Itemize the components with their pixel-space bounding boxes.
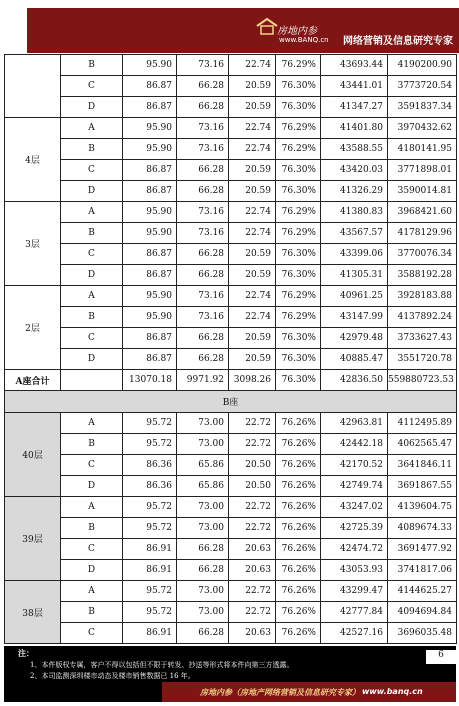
total-row [5, 370, 457, 391]
sales-table-body [5, 55, 457, 644]
unit-cell: A [61, 202, 123, 223]
total-cell: 3733627.43 [388, 328, 457, 349]
total-cell: 4094694.84 [388, 602, 457, 623]
c3-cell: 22.74 [229, 118, 276, 139]
price-cell: 42749.74 [321, 476, 388, 497]
c1-cell: 95.90 [123, 202, 177, 223]
c2-cell: 73.00 [177, 497, 229, 518]
c3-cell: 20.63 [229, 560, 276, 581]
header-banner [27, 8, 459, 53]
table-row [5, 560, 457, 581]
floor-label: 3层 [5, 202, 61, 286]
c3-cell: 22.74 [229, 55, 276, 76]
c1-cell: 95.72 [123, 497, 177, 518]
price-cell: 43588.55 [321, 139, 388, 160]
c3-cell: 20.59 [229, 97, 276, 118]
sales-table-container [4, 54, 456, 644]
c2-cell: 73.00 [177, 602, 229, 623]
total-cell: 3691477.92 [388, 539, 457, 560]
c1-cell: 95.72 [123, 581, 177, 602]
price-cell: 43053.93 [321, 560, 388, 581]
price-cell: 41347.27 [321, 97, 388, 118]
c2-cell: 73.16 [177, 286, 229, 307]
ratio-cell: 76.26% [276, 476, 321, 497]
page-number: 6 [426, 650, 456, 664]
table-row [5, 455, 457, 476]
table-row [5, 286, 457, 307]
table-row [5, 160, 457, 181]
c1-cell: 95.72 [123, 518, 177, 539]
c3-cell: 20.59 [229, 349, 276, 370]
table-row [5, 244, 457, 265]
price-cell: 41326.29 [321, 181, 388, 202]
total-cell: 3770076.34 [388, 244, 457, 265]
c2-cell: 73.16 [177, 118, 229, 139]
price-cell: 42777.84 [321, 602, 388, 623]
c3-cell: 20.59 [229, 181, 276, 202]
table-row [5, 497, 457, 518]
c2-cell: 73.16 [177, 55, 229, 76]
ratio-cell: 76.30% [276, 328, 321, 349]
price-cell: 43693.44 [321, 55, 388, 76]
price-cell: 43420.03 [321, 160, 388, 181]
table-row [5, 97, 457, 118]
unit-cell: A [61, 413, 123, 434]
unit-cell: B [61, 602, 123, 623]
total-cell: 3551720.78 [388, 349, 457, 370]
c2-cell: 66.28 [177, 244, 229, 265]
footer-url: www.banq.cn [362, 687, 423, 696]
table-row [5, 181, 457, 202]
footer [4, 646, 456, 702]
total-cell: 3968421.60 [388, 202, 457, 223]
total-label: A座合计 [5, 370, 61, 391]
c2-cell: 73.16 [177, 139, 229, 160]
floor-label [5, 55, 61, 118]
c3-cell: 22.72 [229, 602, 276, 623]
unit-cell: B [61, 55, 123, 76]
ratio-cell: 76.30% [276, 181, 321, 202]
ratio-cell: 76.29% [276, 307, 321, 328]
total-cell: 3773720.54 [388, 76, 457, 97]
c3-cell: 22.74 [229, 223, 276, 244]
floor-label: 39层 [5, 497, 61, 581]
c2-cell: 73.16 [177, 202, 229, 223]
unit-cell: B [61, 434, 123, 455]
table-row [5, 602, 457, 623]
table-row [5, 76, 457, 97]
c2-cell: 66.28 [177, 160, 229, 181]
ratio-cell: 76.30% [276, 76, 321, 97]
c2-cell: 66.28 [177, 560, 229, 581]
table-row [5, 581, 457, 602]
c2-cell: 73.00 [177, 518, 229, 539]
total-cell: 4178129.96 [388, 223, 457, 244]
unit-cell: C [61, 160, 123, 181]
c3-cell: 20.59 [229, 76, 276, 97]
c3-cell: 22.74 [229, 202, 276, 223]
ratio-cell: 76.26% [276, 497, 321, 518]
ratio-cell: 76.30% [276, 97, 321, 118]
c3-cell: 20.63 [229, 623, 276, 644]
unit-cell: D [61, 97, 123, 118]
ratio-cell: 76.26% [276, 455, 321, 476]
table-row [5, 265, 457, 286]
total-cell: 3970432.62 [388, 118, 457, 139]
total-total-cell: 559880723.53 [388, 370, 457, 391]
c3-cell: 20.59 [229, 265, 276, 286]
ratio-cell: 76.26% [276, 539, 321, 560]
price-cell: 43441.01 [321, 76, 388, 97]
c1-cell: 86.87 [123, 265, 177, 286]
price-cell: 42979.48 [321, 328, 388, 349]
total-ratio-cell: 76.30% [276, 370, 321, 391]
c1-cell: 86.87 [123, 160, 177, 181]
ratio-cell: 76.29% [276, 139, 321, 160]
total-c1-cell: 13070.18 [123, 370, 177, 391]
price-cell: 41305.31 [321, 265, 388, 286]
unit-cell: D [61, 181, 123, 202]
ratio-cell: 76.26% [276, 434, 321, 455]
c1-cell: 95.90 [123, 307, 177, 328]
price-cell: 43399.06 [321, 244, 388, 265]
price-cell: 43247.02 [321, 497, 388, 518]
total-cell: 4190200.90 [388, 55, 457, 76]
price-cell: 43299.47 [321, 581, 388, 602]
price-cell: 41401.80 [321, 118, 388, 139]
c3-cell: 20.59 [229, 160, 276, 181]
total-cell: 3691867.55 [388, 476, 457, 497]
c1-cell: 86.36 [123, 476, 177, 497]
c1-cell: 86.36 [123, 455, 177, 476]
c1-cell: 86.87 [123, 97, 177, 118]
unit-cell: B [61, 223, 123, 244]
price-cell: 42963.81 [321, 413, 388, 434]
c1-cell: 86.91 [123, 623, 177, 644]
c3-cell: 22.72 [229, 497, 276, 518]
floor-label: 4层 [5, 118, 61, 202]
c3-cell: 20.59 [229, 244, 276, 265]
total-cell: 3741817.06 [388, 560, 457, 581]
house-logo-icon [255, 17, 279, 35]
total-cell: 3588192.28 [388, 265, 457, 286]
total-cell: 4112495.89 [388, 413, 457, 434]
note-line-1: 1、本件版权专属，客户不得以包括但不限于转发、抄送等形式将本件向第三方透露。 [30, 661, 294, 669]
price-cell: 40885.47 [321, 349, 388, 370]
c3-cell: 22.72 [229, 581, 276, 602]
unit-cell: D [61, 560, 123, 581]
brand-name: 房地内参 [277, 26, 317, 37]
ratio-cell: 76.29% [276, 55, 321, 76]
c3-cell: 22.72 [229, 434, 276, 455]
c1-cell: 95.90 [123, 118, 177, 139]
unit-cell: A [61, 581, 123, 602]
c3-cell: 22.72 [229, 413, 276, 434]
c1-cell: 86.91 [123, 539, 177, 560]
c2-cell: 65.86 [177, 455, 229, 476]
total-cell: 3696035.48 [388, 623, 457, 644]
price-cell: 41380.83 [321, 202, 388, 223]
c1-cell: 86.87 [123, 349, 177, 370]
unit-cell: C [61, 328, 123, 349]
table-row [5, 328, 457, 349]
total-cell: 4180141.95 [388, 139, 457, 160]
total-cell: 3641846.11 [388, 455, 457, 476]
price-cell: 42474.72 [321, 539, 388, 560]
total-cell: 4089674.33 [388, 518, 457, 539]
price-cell: 40961.25 [321, 286, 388, 307]
c1-cell: 95.72 [123, 413, 177, 434]
c3-cell: 20.59 [229, 328, 276, 349]
table-row [5, 623, 457, 644]
unit-cell: B [61, 518, 123, 539]
ratio-cell: 76.26% [276, 581, 321, 602]
c1-cell: 86.87 [123, 181, 177, 202]
ratio-cell: 76.26% [276, 602, 321, 623]
ratio-cell: 76.29% [276, 118, 321, 139]
price-cell: 42170.52 [321, 455, 388, 476]
c2-cell: 65.86 [177, 476, 229, 497]
c2-cell: 73.16 [177, 223, 229, 244]
unit-cell: C [61, 76, 123, 97]
total-price-cell: 42836.50 [321, 370, 388, 391]
footer-brand-text: 房地内参（房地产网络营销及信息研究专家） [200, 687, 360, 697]
total-cell: 4139604.75 [388, 497, 457, 518]
ratio-cell: 76.29% [276, 223, 321, 244]
unit-cell: B [61, 139, 123, 160]
section-title: B座 [5, 391, 457, 413]
c2-cell: 66.28 [177, 539, 229, 560]
table-row [5, 307, 457, 328]
c1-cell: 86.91 [123, 560, 177, 581]
unit-cell: C [61, 539, 123, 560]
table-row [5, 349, 457, 370]
ratio-cell: 76.30% [276, 244, 321, 265]
unit-cell: A [61, 286, 123, 307]
ratio-cell: 76.26% [276, 413, 321, 434]
unit-cell: D [61, 349, 123, 370]
ratio-cell: 76.26% [276, 623, 321, 644]
price-cell: 43567.57 [321, 223, 388, 244]
price-cell: 43147.99 [321, 307, 388, 328]
ratio-cell: 76.30% [276, 349, 321, 370]
total-c3-cell: 3098.26 [229, 370, 276, 391]
c2-cell: 66.28 [177, 76, 229, 97]
c1-cell: 95.90 [123, 286, 177, 307]
floor-label: 2层 [5, 286, 61, 370]
c2-cell: 66.28 [177, 328, 229, 349]
c1-cell: 86.87 [123, 244, 177, 265]
brand-site: www.BANQ.cn [279, 36, 329, 44]
c3-cell: 22.74 [229, 139, 276, 160]
c1-cell: 95.90 [123, 139, 177, 160]
table-row [5, 202, 457, 223]
table-row [5, 139, 457, 160]
c3-cell: 20.63 [229, 539, 276, 560]
unit-cell: B [61, 307, 123, 328]
total-cell: 3591837.34 [388, 97, 457, 118]
ratio-cell: 76.26% [276, 518, 321, 539]
c1-cell: 86.87 [123, 328, 177, 349]
unit-cell: C [61, 623, 123, 644]
c3-cell: 22.74 [229, 286, 276, 307]
total-cell: 3928183.88 [388, 286, 457, 307]
note-line-2: 2、本司监测深圳楼市动态及楼市销售数据已 16 年。 [30, 672, 195, 680]
c2-cell: 66.28 [177, 97, 229, 118]
c1-cell: 95.72 [123, 434, 177, 455]
c2-cell: 66.28 [177, 265, 229, 286]
table-row [5, 223, 457, 244]
total-c2-cell: 9971.92 [177, 370, 229, 391]
total-empty-cell [61, 370, 123, 391]
c2-cell: 66.28 [177, 181, 229, 202]
total-cell: 3590014.81 [388, 181, 457, 202]
sales-table [4, 54, 457, 644]
price-cell: 42527.16 [321, 623, 388, 644]
c1-cell: 95.90 [123, 55, 177, 76]
header-title: 网络营销及信息研究专家 [343, 36, 453, 47]
ratio-cell: 76.30% [276, 265, 321, 286]
c3-cell: 22.72 [229, 518, 276, 539]
price-cell: 42442.18 [321, 434, 388, 455]
c3-cell: 20.50 [229, 476, 276, 497]
floor-label: 38层 [5, 581, 61, 644]
table-row [5, 413, 457, 434]
unit-cell: D [61, 476, 123, 497]
c1-cell: 86.87 [123, 76, 177, 97]
c1-cell: 95.90 [123, 223, 177, 244]
c2-cell: 73.16 [177, 307, 229, 328]
unit-cell: A [61, 497, 123, 518]
note-title: 注： [18, 648, 34, 658]
ratio-cell: 76.29% [276, 202, 321, 223]
ratio-cell: 76.30% [276, 160, 321, 181]
section-header-row [5, 391, 457, 413]
c2-cell: 73.00 [177, 434, 229, 455]
c2-cell: 66.28 [177, 623, 229, 644]
footer-brand-bar [162, 682, 456, 702]
c2-cell: 73.00 [177, 413, 229, 434]
table-row [5, 55, 457, 76]
c2-cell: 66.28 [177, 349, 229, 370]
total-cell: 4062565.47 [388, 434, 457, 455]
table-row [5, 118, 457, 139]
floor-label: 40层 [5, 413, 61, 497]
unit-cell: C [61, 455, 123, 476]
c1-cell: 95.72 [123, 602, 177, 623]
ratio-cell: 76.29% [276, 286, 321, 307]
table-row [5, 434, 457, 455]
c3-cell: 20.50 [229, 455, 276, 476]
c2-cell: 73.00 [177, 581, 229, 602]
total-cell: 3771898.01 [388, 160, 457, 181]
total-cell: 4144625.27 [388, 581, 457, 602]
table-row [5, 518, 457, 539]
table-row [5, 539, 457, 560]
ratio-cell: 76.26% [276, 560, 321, 581]
table-row [5, 476, 457, 497]
c3-cell: 22.74 [229, 307, 276, 328]
unit-cell: C [61, 244, 123, 265]
total-cell: 4137892.24 [388, 307, 457, 328]
price-cell: 42725.39 [321, 518, 388, 539]
unit-cell: A [61, 118, 123, 139]
unit-cell: D [61, 265, 123, 286]
